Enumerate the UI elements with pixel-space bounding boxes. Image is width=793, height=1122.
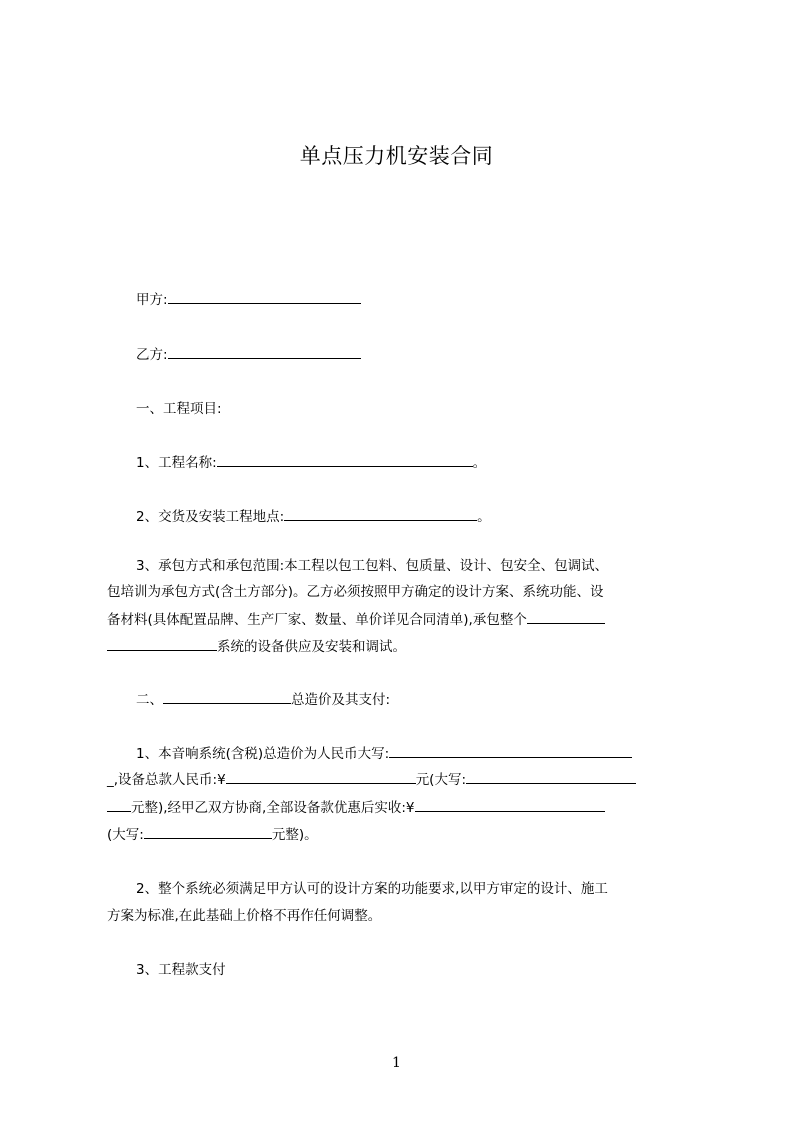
price-line3 xyxy=(107,794,707,822)
requirement-line2: 方案为标准,在此基础上价格不再作任何调整。 xyxy=(107,908,382,924)
price-line4-b: 元整)。 xyxy=(271,827,318,843)
party-b-line xyxy=(136,341,736,369)
item3-line4 xyxy=(107,633,707,661)
equipment-total-capital-blank[interactable] xyxy=(466,769,636,784)
contract-title: 单点压力机安装合同 xyxy=(299,144,494,168)
location-blank[interactable] xyxy=(284,506,477,521)
item1-end: 。 xyxy=(472,455,487,471)
requirement-line1: 2、整个系统必须满足甲方认可的设计方案的功能要求,以甲方审定的设计、施工 xyxy=(136,881,608,897)
party-b-blank[interactable] xyxy=(168,344,361,359)
price-line2 xyxy=(107,766,707,794)
price-line2-a: _,设备总款人民币:¥ xyxy=(107,772,226,788)
scope-blank-a[interactable] xyxy=(527,609,605,624)
payment-heading: 3、工程款支付 xyxy=(136,962,226,978)
party-b-label: 乙方: xyxy=(136,347,168,363)
equipment-total-capital-blank-cont[interactable] xyxy=(107,797,131,812)
equipment-total-blank[interactable] xyxy=(226,769,416,784)
party-a-blank[interactable] xyxy=(168,289,361,304)
item2-label: 2、交货及安装工程地点: xyxy=(136,509,285,525)
party-a-label: 甲方: xyxy=(136,292,168,308)
price-line1 xyxy=(136,740,736,768)
item3-line2: 包培训为承包方式(含土方部分)。乙方必须按照甲方确定的设计方案、系统功能、设 xyxy=(107,584,604,600)
total-price-capital-blank[interactable] xyxy=(389,743,632,758)
discounted-total-blank[interactable] xyxy=(415,797,605,812)
item3-line3 xyxy=(107,606,707,634)
party-a-line xyxy=(136,286,736,314)
item3-line3-text: 备材料(具体配置品牌、生产厂家、数量、单价详见合同清单),承包整个 xyxy=(107,612,527,628)
section2-blank[interactable] xyxy=(163,689,291,704)
price-line1-text: 1、本音响系统(含税)总造价为人民币大写: xyxy=(136,746,390,762)
section2-suffix: 总造价及其支付: xyxy=(291,692,391,708)
item2-end: 。 xyxy=(477,509,491,525)
item2-line xyxy=(136,503,736,531)
item1-label: 1、工程名称: xyxy=(136,455,217,471)
section2-prefix: 二、 xyxy=(136,692,163,708)
discounted-total-capital-blank[interactable] xyxy=(144,824,272,839)
page-number: 1 xyxy=(392,1055,401,1071)
item3-line1: 3、承包方式和承包范围:本工程以包工包料、包质量、设计、包安全、包调试、 xyxy=(136,558,609,574)
project-name-blank[interactable] xyxy=(217,452,473,467)
item3-line4-text: 系统的设备供应及安装和调试。 xyxy=(217,639,406,655)
section1-heading: 一、工程项目: xyxy=(136,401,222,417)
price-line4-a: (大写: xyxy=(107,827,144,843)
item1-line xyxy=(136,449,736,477)
section2-heading xyxy=(136,686,736,714)
price-line2-b: 元(大写: xyxy=(415,772,467,788)
scope-blank-b[interactable] xyxy=(107,636,217,651)
price-line3-a: 元整),经甲乙双方协商,全部设备款优惠后实收:¥ xyxy=(131,800,415,816)
price-line4 xyxy=(107,821,707,849)
